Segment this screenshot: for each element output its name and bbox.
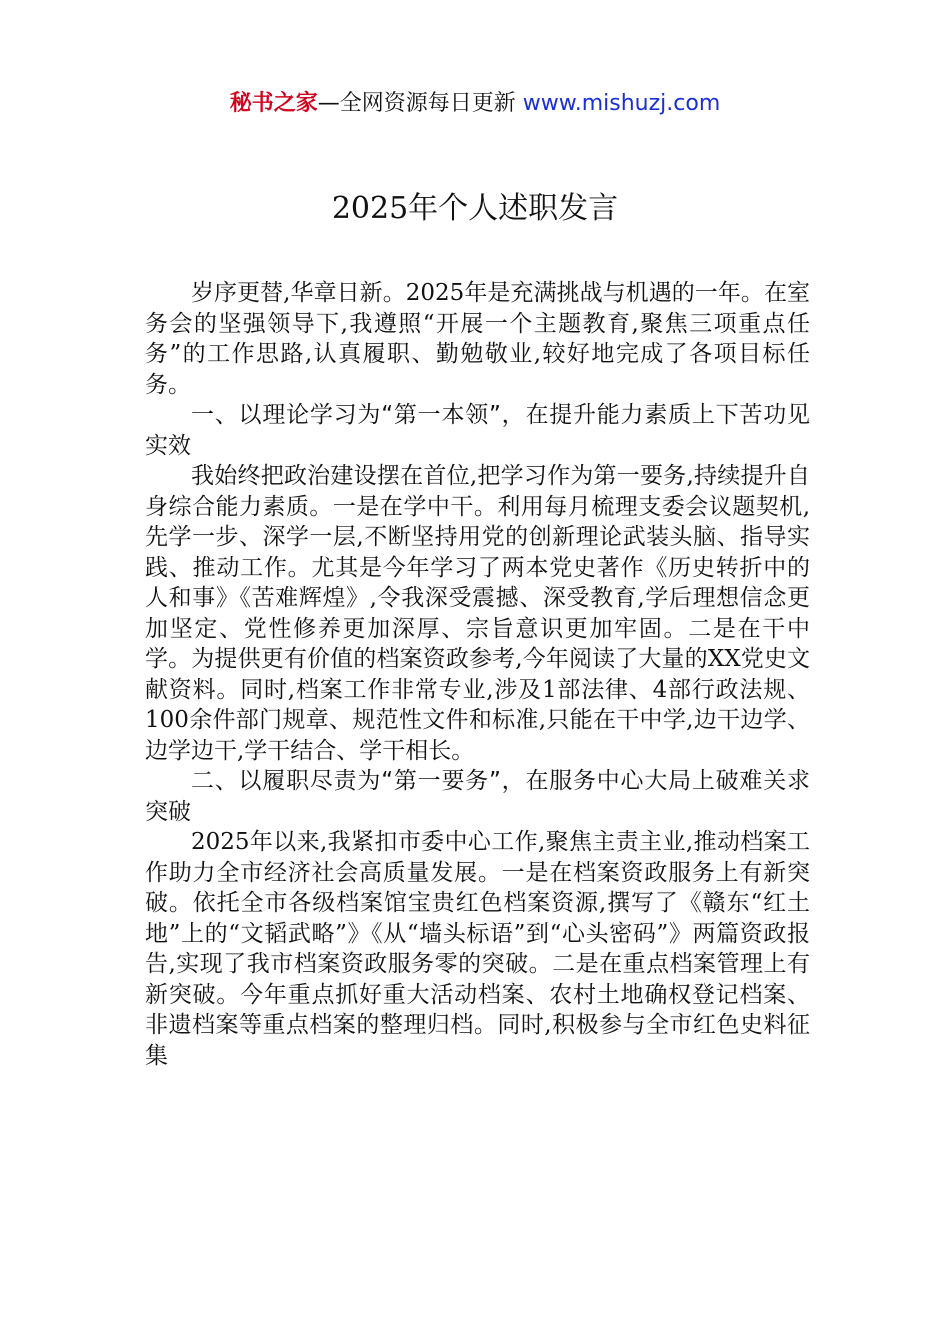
section-paragraph-1: 我始终把政治建设摆在首位,把学习作为第一要务,持续提升自身综合能力素质。一是在学中干。利用每月梳理支委会议题契机,先学一步、深学一层,不断坚持用党的创新理论武装头脑、指导实践、推动工作。尤其是今年学习了两本党史著作《历史转折中的人和事》《苦难辉煌》,令我深受震撼、深受教育,学后理想信念更加坚定、党性修养更加深厚、宗旨意识更加牢固。二是在干中学。为提供更有价值的档案资政参考,今年阅读了大量的XX党史文献资料。同时,档案工作非常专业,涉及1部法律、4部行政法规、100余件部门规章、规范性文件和标准,只能在干中学,边干边学、边学边干,学干结合、学干相长。	[145, 463, 810, 764]
site-brand: 秘书之家	[229, 91, 318, 116]
document-title: 2025年个人述职发言	[331, 191, 619, 226]
intro-paragraph: 岁序更替,华章日新。2025年是充满挑战与机遇的一年。在室务会的坚强领导下,我遵照“开展一个主题教育,聚焦三项重点任务”的工作思路,认真履职、勤勉敬业,较好地完成了各项目标任务。	[145, 280, 810, 398]
site-tagline: —全网资源每日更新	[317, 91, 523, 116]
section-heading-2: 二、以履职尽责为“第一要务”，在服务中心大局上破难关求突破	[145, 768, 810, 825]
document-body	[145, 278, 810, 1071]
site-header	[0, 88, 950, 120]
section-heading-1: 一、以理论学习为“第一本领”，在提升能力素质上下苦功见实效	[145, 402, 810, 459]
site-url-link[interactable]: www.mishuzj.com	[522, 91, 721, 116]
section-paragraph-2: 2025年以来,我紧扣市委中心工作,聚焦主责主业,推动档案工作助力全市经济社会高质量发展。一是在档案资政服务上有新突破。依托全市各级档案馆宝贵红色档案资源,撰写了《赣东“红土地”上的“文韬武略”》《从“墙头标语”到“心头密码”》两篇资政报告,实现了我市档案资政服务零的突破。二是在重点档案管理上有新突破。今年重点抓好重大活动档案、农村土地确权登记档案、非遗档案等重点档案的整理归档。同时,积极参与全市红色史料征集	[145, 829, 810, 1069]
